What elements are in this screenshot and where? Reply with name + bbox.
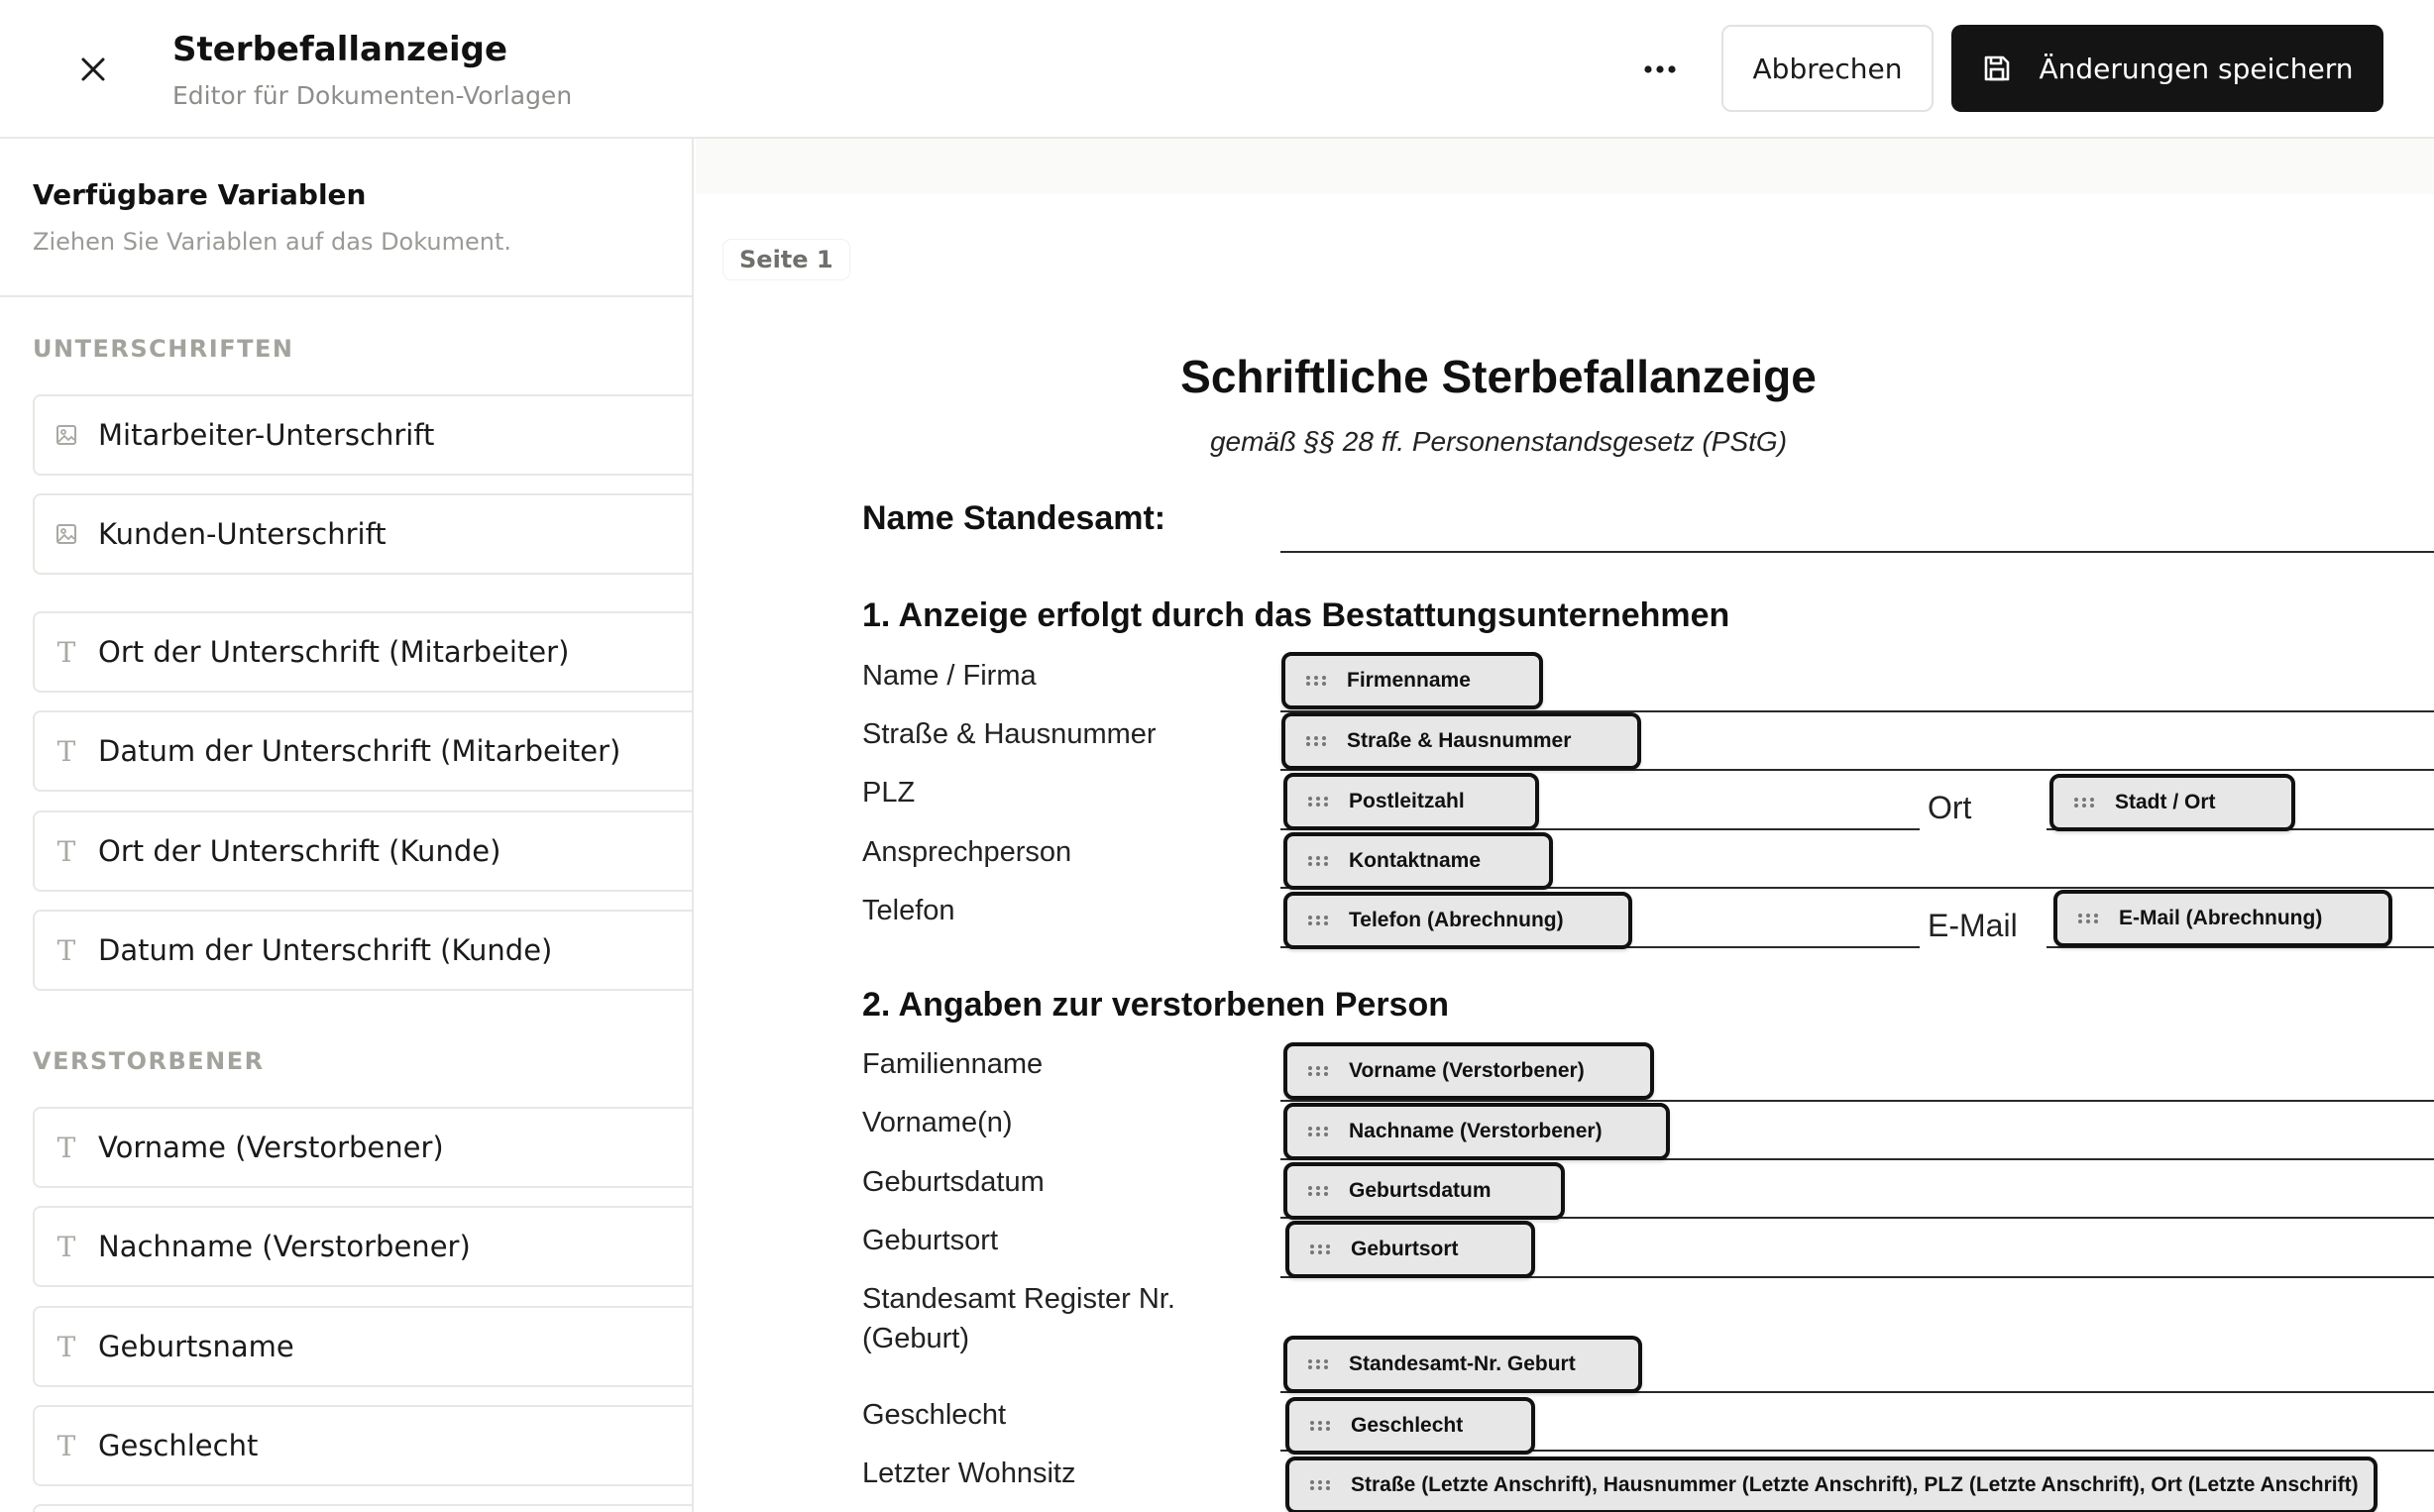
document-subtitle: gemäß §§ 28 ff. Personenstandsgesetz (PStG): [1209, 426, 1788, 457]
text-icon: T: [56, 1330, 76, 1363]
form-label: Straße & Hausnummer: [862, 718, 1157, 750]
form-line: [1280, 1100, 2434, 1102]
text-icon: T: [56, 1429, 76, 1462]
form-label: Geburtsdatum: [862, 1166, 1045, 1198]
drag-handle-icon[interactable]: [1307, 1179, 1329, 1203]
form-label: Standesamt Register Nr.: [862, 1283, 1175, 1315]
placed-variable-field[interactable]: [1283, 1162, 1565, 1220]
field-label: Straße (Letzte Anschrift), Hausnummer (Letzte Anschrift), PLZ (Letzte Anschrift), Ort (Letzte Anschrift): [1351, 1473, 2359, 1496]
variable-label: Datum der Unterschrift (Kunde): [98, 933, 553, 967]
field-label: Geschlecht: [1351, 1414, 1464, 1437]
close-button[interactable]: [61, 38, 125, 101]
field-label: Nachname (Verstorbener): [1349, 1120, 1603, 1142]
drag-handle-icon[interactable]: [1307, 1352, 1329, 1376]
text-icon: T: [56, 635, 76, 669]
drag-handle-icon[interactable]: [1309, 1414, 1331, 1438]
drag-handle-icon[interactable]: [1307, 1120, 1329, 1143]
document-title: Schriftliche Sterbefallanzeige: [1180, 351, 1817, 402]
variable-item[interactable]: [33, 1206, 694, 1287]
document-canvas: [696, 139, 2434, 1512]
text-icon: T: [56, 834, 76, 868]
form-label-email: E-Mail: [1928, 908, 2018, 943]
drag-handle-icon[interactable]: [2077, 907, 2099, 930]
placed-variable-field[interactable]: [1283, 1103, 1670, 1160]
image-icon: [35, 522, 98, 546]
save-icon: [1981, 53, 2013, 84]
variable-item[interactable]: [33, 1504, 694, 1512]
variable-item[interactable]: [33, 394, 694, 476]
variable-item[interactable]: [33, 910, 694, 991]
section-label-signatures: UNTERSCHRIFTEN: [33, 335, 294, 363]
placed-variable-field[interactable]: [1283, 892, 1632, 949]
field-label: Standesamt-Nr. Geburt: [1349, 1352, 1576, 1375]
form-label: Geburtsort: [862, 1225, 998, 1256]
form-label: PLZ: [862, 777, 916, 809]
form-label: Ansprechperson: [862, 836, 1072, 868]
form-label: Name / Firma: [862, 660, 1037, 692]
more-options-button[interactable]: [1625, 38, 1695, 101]
text-icon: T: [56, 734, 76, 768]
variable-label: Geburtsname: [98, 1330, 294, 1363]
variable-item[interactable]: [33, 710, 694, 792]
field-label: Geburtsort: [1351, 1238, 1459, 1260]
drag-handle-icon[interactable]: [1307, 1059, 1329, 1083]
drag-handle-icon[interactable]: [1309, 1473, 1331, 1497]
sidebar-title: Verfügbare Variablen: [33, 178, 367, 211]
text-icon: T: [56, 1131, 76, 1164]
close-icon: [79, 55, 107, 83]
form-label: (Geburt): [862, 1323, 969, 1354]
cancel-button[interactable]: Abbrechen: [1721, 25, 1934, 112]
field-label: Telefon (Abrechnung): [1349, 909, 1564, 931]
page-subtitle: Editor für Dokumenten-Vorlagen: [172, 81, 573, 110]
field-label: Stadt / Ort: [2115, 791, 2216, 813]
form-label: Vorname(n): [862, 1107, 1013, 1138]
form-label-ort: Ort: [1928, 790, 1972, 825]
form-label: Letzter Wohnsitz: [862, 1458, 1076, 1489]
placed-variable-field[interactable]: [1285, 1221, 1535, 1278]
drag-handle-icon[interactable]: [1307, 790, 1329, 813]
section-label-deceased: VERSTORBENER: [33, 1047, 265, 1075]
variable-item[interactable]: [33, 810, 694, 892]
placed-variable-field[interactable]: [2053, 890, 2392, 947]
field-label: Kontaktname: [1349, 849, 1482, 872]
drag-handle-icon[interactable]: [1305, 729, 1327, 753]
sidebar-description: Ziehen Sie Variablen auf das Dokument.: [33, 228, 511, 256]
editor-header: [0, 0, 2434, 139]
sidebar-header: [0, 139, 692, 297]
variable-item[interactable]: [33, 1306, 694, 1387]
placed-variable-field[interactable]: [1281, 712, 1641, 770]
field-label: E-Mail (Abrechnung): [2119, 907, 2323, 929]
field-label: Vorname (Verstorbener): [1349, 1059, 1585, 1082]
variable-item[interactable]: [33, 1107, 694, 1188]
text-icon: T: [56, 1230, 76, 1263]
placed-variable-field[interactable]: [1281, 652, 1543, 709]
placed-variable-field[interactable]: [1285, 1457, 2378, 1512]
variable-label: Geschlecht: [98, 1429, 259, 1462]
drag-handle-icon[interactable]: [2073, 791, 2095, 814]
variables-sidebar: [0, 139, 694, 1512]
variable-item[interactable]: [33, 493, 694, 575]
field-label: Firmenname: [1347, 669, 1471, 692]
document-page: [696, 194, 2434, 1512]
placed-variable-field[interactable]: [1283, 773, 1539, 830]
placed-variable-field[interactable]: [1283, 832, 1553, 890]
drag-handle-icon[interactable]: [1307, 909, 1329, 932]
form-label: Geschlecht: [862, 1399, 1007, 1431]
page-title: Sterbefallanzeige: [172, 30, 508, 69]
variable-item[interactable]: [33, 1405, 694, 1486]
standesamt-label: Name Standesamt:: [862, 499, 1166, 537]
drag-handle-icon[interactable]: [1305, 669, 1327, 693]
drag-handle-icon[interactable]: [1309, 1238, 1331, 1261]
placed-variable-field[interactable]: [1283, 1042, 1654, 1100]
placed-variable-field[interactable]: [1283, 1336, 1642, 1393]
variable-item[interactable]: [33, 611, 694, 693]
placed-variable-field[interactable]: [2049, 774, 2295, 831]
section-heading-1: 1. Anzeige erfolgt durch das Bestattungsunternehmen: [862, 596, 1730, 634]
placed-variable-field[interactable]: [1285, 1397, 1535, 1455]
text-icon: T: [56, 933, 76, 967]
form-label: Familienname: [862, 1048, 1044, 1080]
more-horizontal-icon: [1643, 64, 1677, 74]
variable-label: Ort der Unterschrift (Mitarbeiter): [98, 635, 570, 669]
variable-label: Ort der Unterschrift (Kunde): [98, 834, 501, 868]
variable-label: Kunden-Unterschrift: [98, 517, 387, 551]
variable-label: Nachname (Verstorbener): [98, 1230, 471, 1263]
field-label: Straße & Hausnummer: [1347, 729, 1572, 752]
form-line: [1280, 551, 2434, 553]
drag-handle-icon[interactable]: [1307, 849, 1329, 873]
page-number-label: Seite 1: [723, 240, 849, 279]
document-content: [696, 194, 2434, 1512]
variable-label: Vorname (Verstorbener): [98, 1131, 444, 1164]
image-icon: [35, 423, 98, 447]
variable-label: Mitarbeiter-Unterschrift: [98, 418, 435, 452]
save-button-label: Änderungen speichern: [2039, 52, 2354, 85]
save-changes-button[interactable]: [1951, 25, 2383, 112]
field-label: Postleitzahl: [1349, 790, 1465, 812]
section-heading-2: 2. Angaben zur verstorbenen Person: [862, 986, 1449, 1024]
variable-label: Datum der Unterschrift (Mitarbeiter): [98, 734, 621, 768]
field-label: Geburtsdatum: [1349, 1179, 1492, 1202]
form-label: Telefon: [862, 895, 955, 926]
